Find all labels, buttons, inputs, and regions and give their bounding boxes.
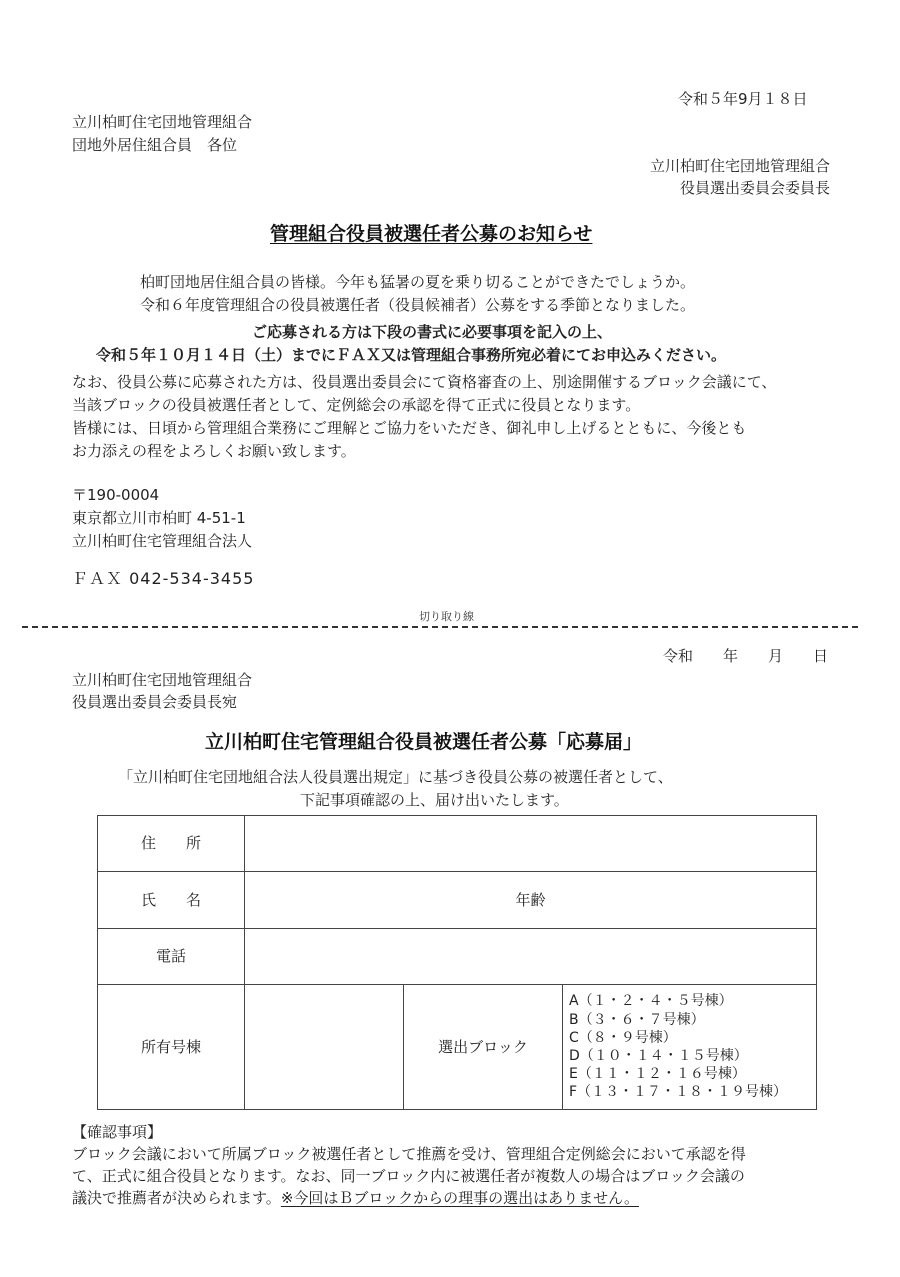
paragraph-line: お力添えの程をよろしくお願い致します。 (72, 442, 356, 460)
building-label: 所有号棟 (98, 985, 245, 1110)
sender-line: 立川柏町住宅団地管理組合 (649, 157, 830, 175)
name-field[interactable] (245, 872, 817, 929)
organization-name: 立川柏町住宅管理組合法人 (72, 532, 253, 550)
form-date: 令和 年 月 日 (662, 647, 828, 665)
application-form-table (97, 815, 817, 1110)
building-field[interactable] (245, 985, 404, 1110)
confirm-last-line (72, 1188, 639, 1208)
confirm-note: ※今回はＢブロックからの理事の選出はありません。 (280, 1189, 639, 1207)
recipient-line: 団地外居住組合員 各位 (72, 136, 238, 154)
confirm-line: て、正式に組合役員となります。なお、同一ブロック内に被選任者が複数人の場合はブロック会議の (72, 1167, 745, 1185)
cut-line-label: 切り取り線 (415, 610, 478, 625)
street-address: 東京都立川市柏町 4-51-1 (72, 509, 246, 527)
recipient-line: 立川柏町住宅団地管理組合 (72, 113, 253, 131)
name-row (98, 872, 817, 929)
block-option[interactable]: A（１・２・４・５号棟） (569, 993, 733, 1010)
form-recipient-line: 立川柏町住宅団地管理組合 (72, 671, 253, 689)
block-options (563, 985, 817, 1110)
phone-row (98, 929, 817, 985)
fax-number: ＦＡＸ 042-534-3455 (72, 569, 255, 588)
intro-line: 令和６年度管理組合の役員被選任者（役員候補者）公募をする季節となりました。 (140, 296, 696, 314)
cut-line (22, 626, 858, 628)
block-option[interactable]: E（１１・１２・１６号棟） (569, 1066, 746, 1083)
name-label: 氏 名 (98, 872, 245, 929)
request-line: 令和５年１０月１４日（土）までにＦＡＸ又は管理組合事務所宛必着にてお申込みください。 (96, 346, 727, 364)
notice-date: 令和５年9月１８日 (678, 90, 808, 108)
intro-line: 柏町団地居住組合員の皆様。今年も猛暑の夏を乗り切ることができたでしょうか。 (140, 273, 696, 291)
notice-title: 管理組合役員被選任者公募のお知らせ (270, 223, 593, 245)
age-label: 年齢 (515, 890, 546, 909)
confirm-line: ブロック会議において所属ブロック被選任者として推薦を受け、管理組合定例総会において承認を得 (72, 1145, 746, 1163)
paragraph-line: なお、役員公募に応募された方は、役員選出委員会にて資格審査の上、別途開催するブロック会議にて、 (72, 373, 777, 391)
address-row (98, 816, 817, 872)
paragraph-line: 皆様には、日頃から管理組合業務にご理解とご協力をいただき、御礼申し上げるとともに、今後とも (72, 419, 747, 437)
phone-label: 電話 (98, 929, 245, 985)
sender-line: 役員選出委員会委員長 (679, 179, 830, 197)
phone-field[interactable] (245, 929, 817, 985)
postal-code: 〒190-0004 (72, 486, 160, 504)
building-row (98, 985, 817, 1110)
block-option[interactable]: D（１０・１４・１５号棟） (569, 1048, 748, 1064)
paragraph-line: 当該ブロックの役員被選任者として、定例総会の承認を得て正式に役員となります。 (72, 396, 641, 414)
block-label: 選出ブロック (404, 985, 563, 1110)
address-label: 住 所 (98, 816, 245, 872)
form-title: 立川柏町住宅管理組合役員被選任者公募「応募届」 (205, 731, 643, 753)
request-line: ご応募される方は下段の書式に必要事項を記入の上、 (252, 323, 613, 341)
form-recipient-line: 役員選出委員会委員長宛 (72, 693, 238, 711)
address-field[interactable] (245, 816, 817, 872)
form-intro-line: 下記事項確認の上、届け出いたします。 (300, 791, 569, 809)
block-option[interactable]: B（３・６・７号棟） (569, 1011, 705, 1028)
form-intro-line: 「立川柏町住宅団地組合法人役員選出規定」に基づき役員公募の被選任者として、 (118, 768, 673, 786)
block-option[interactable]: F（１３・１７・１８・１９号棟） (569, 1084, 788, 1101)
block-option[interactable]: C（８・９号棟） (569, 1029, 677, 1046)
confirm-line: 議決で推薦者が決められます。 (72, 1189, 281, 1207)
confirm-heading: 【確認事項】 (72, 1123, 163, 1141)
